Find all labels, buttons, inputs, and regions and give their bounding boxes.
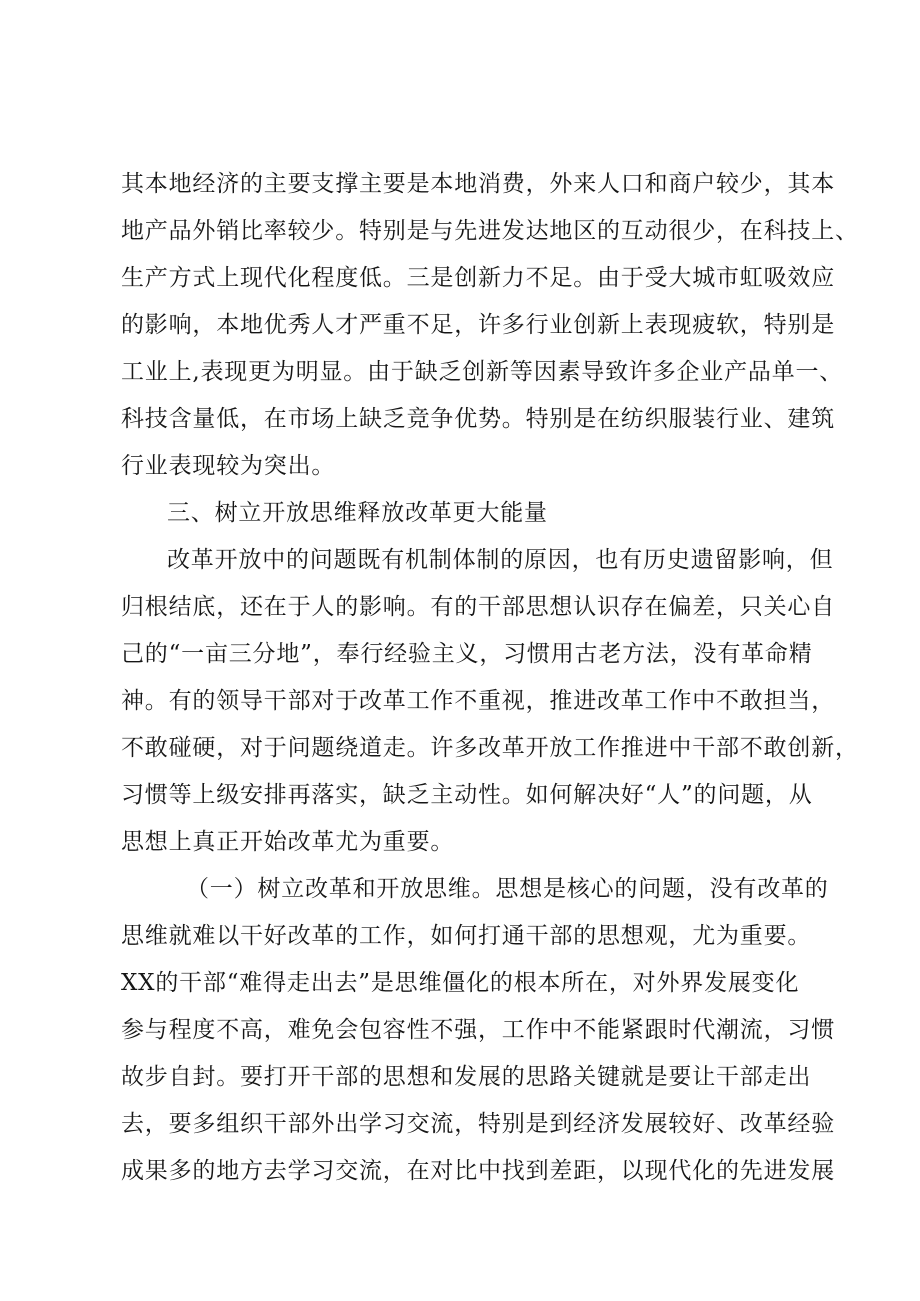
subsection-heading-line: （一）树立改革和开放思维。思想是核心的问题，没有改革的 (186, 876, 829, 902)
text-line: 地产品外销比率较少。特别是与先进发达地区的互动很少，在科技上、 (121, 218, 859, 244)
text-line: 归根结底，还在于人的影响。有的干部思想认识存在偏差，只关心自 (121, 594, 835, 620)
text-line: 生产方式上现代化程度低。三是创新力不足。由于受大城市虹吸效应 (121, 265, 835, 291)
text-line: XX的干部“难得走出去”是思维僵化的根本所在，对外界发展变化 (121, 970, 800, 996)
text-line: 故步自封。要打开干部的思想和发展的思路关键就是要让干部走出 (121, 1064, 812, 1090)
text-line: 习惯等上级安排再落实，缺乏主动性。如何解决好“人”的问题，从 (121, 782, 813, 808)
text-line: 去，要多组织干部外出学习交流，特别是到经济发展较好、改革经验 (121, 1111, 835, 1137)
text-line: 科技含量低，在市场上缺乏竞争优势。特别是在纺织服装行业、建筑 (121, 406, 835, 432)
text-line: 其本地经济的主要支撑主要是本地消费，外来人口和商户较少，其本 (121, 171, 835, 197)
text-line: 的影响，本地优秀人才严重不足，许多行业创新上表现疲软，特别是 (121, 312, 835, 338)
text-line: 思维就难以干好改革的工作，如何打通干部的思想观，尤为重要。 (121, 923, 812, 949)
text-line: 参与程度不高，难免会包容性不强，工作中不能紧跟时代潮流，习惯 (121, 1017, 835, 1043)
text-line: 己的“一亩三分地”，奉行经验主义，习惯用古老方法，没有革命精 (121, 641, 813, 667)
text-line: 思想上真正开始改革尤为重要。 (121, 829, 455, 855)
text-line: 不敢碰硬，对于问题绕道走。许多改革开放工作推进中干部不敢创新， (121, 735, 859, 761)
text-line: 改革开放中的问题既有机制体制的原因，也有历史遗留影响，但 (167, 547, 834, 573)
section-heading: 三、树立开放思维释放改革更大能量 (167, 500, 548, 526)
text-line: 成果多的地方去学习交流，在对比中找到差距，以现代化的先进发展 (121, 1158, 835, 1184)
text-line: 神。有的领导干部对于改革工作不重视，推进改革工作中不敢担当， (121, 688, 835, 714)
text-line: 工业上,表现更为明显。由于缺乏创新等因素导致许多企业产品单一、 (121, 359, 844, 385)
text-line: 行业表现较为突出。 (121, 453, 336, 479)
